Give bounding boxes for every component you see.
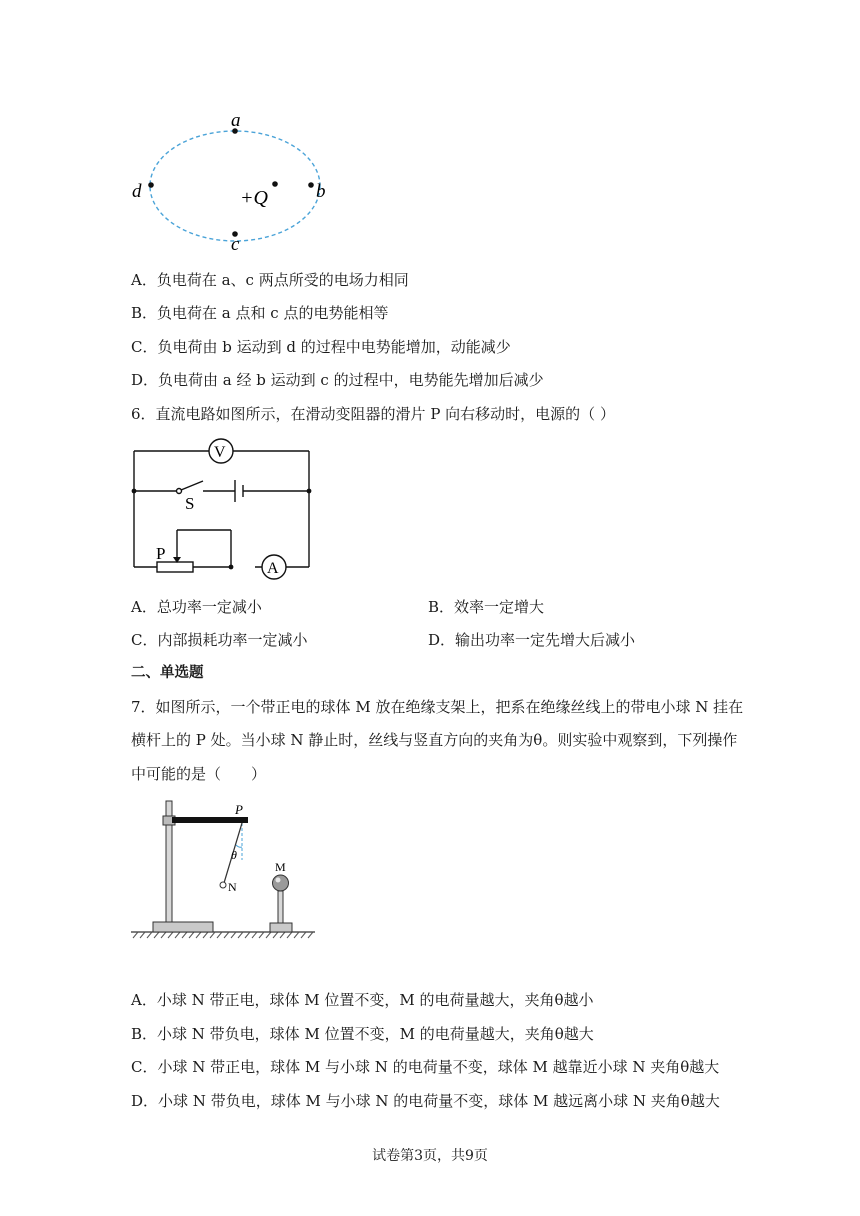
label-slider: P: [156, 544, 166, 563]
q7-stem-line-1: 7．如图所示，一个带正电的球体 M 放在绝缘支架上，把系在绝缘丝线上的带电小球 N 挂在: [131, 698, 744, 716]
figure-dc-circuit: [125, 436, 325, 586]
q7-option-c: C．小球 N 带正电，球体 M 与小球 N 的电荷量不变，球体 M 越靠近小球 N 夹角θ越大: [131, 1058, 720, 1076]
label-a: a: [231, 112, 241, 131]
label-d: d: [132, 181, 142, 202]
q6-option-b: B．效率一定增大: [428, 598, 545, 616]
figure-equipotential-ellipse: [125, 112, 345, 252]
label-b: b: [316, 181, 326, 202]
q5-option-b: B．负电荷在 a 点和 c 点的电势能相等: [131, 304, 389, 322]
section-heading: 二、单选题: [131, 665, 204, 681]
q7-option-d: D．小球 N 带负电，球体 M 与小球 N 的电荷量不变，球体 M 越远离小球 N 夹角θ越大: [131, 1092, 720, 1110]
label-ammeter: A: [267, 560, 279, 577]
charge-q: [272, 181, 278, 187]
q6-option-c: C．内部损耗功率一定减小: [131, 631, 308, 649]
label-n: N: [228, 880, 237, 894]
page-footer: 试卷第3页，共9页: [372, 1148, 488, 1164]
label-theta: θ: [231, 848, 237, 862]
point-d: [148, 182, 154, 188]
q7-stem-line-2: 横杆上的 P 处。当小球 N 静止时，丝线与竖直方向的夹角为θ。则实验中观察到，下列操作: [131, 731, 738, 749]
label-c: c: [231, 234, 240, 252]
figure-suspended-ball: [125, 795, 325, 945]
label-m: M: [275, 860, 286, 874]
q7-option-a: A．小球 N 带正电，球体 M 位置不变，M 的电荷量越大，夹角θ越小: [131, 991, 594, 1009]
q6-stem: 6．直流电路如图所示，在滑动变阻器的滑片 P 向右移动时，电源的（ ）: [131, 405, 615, 423]
q5-option-c: C．负电荷由 b 运动到 d 的过程中电势能增加，动能减少: [131, 338, 511, 356]
label-switch: S: [185, 494, 195, 513]
label-q: +Q: [240, 187, 268, 209]
q7-option-b: B．小球 N 带负电，球体 M 位置不变，M 的电荷量越大，夹角θ越大: [131, 1025, 594, 1043]
q6-option-d: D．输出功率一定先增大后减小: [428, 631, 636, 649]
q6-option-a: A．总功率一定减小: [131, 598, 262, 616]
label-p: P: [235, 802, 243, 817]
q7-stem-line-3: 中可能的是（ ）: [131, 765, 267, 783]
point-b: [308, 182, 314, 188]
label-voltmeter: V: [214, 444, 226, 461]
q5-option-d: D．负电荷由 a 经 b 运动到 c 的过程中，电势能先增加后减少: [131, 371, 544, 389]
q5-option-a: A．负电荷在 a、c 两点所受的电场力相同: [131, 271, 409, 289]
